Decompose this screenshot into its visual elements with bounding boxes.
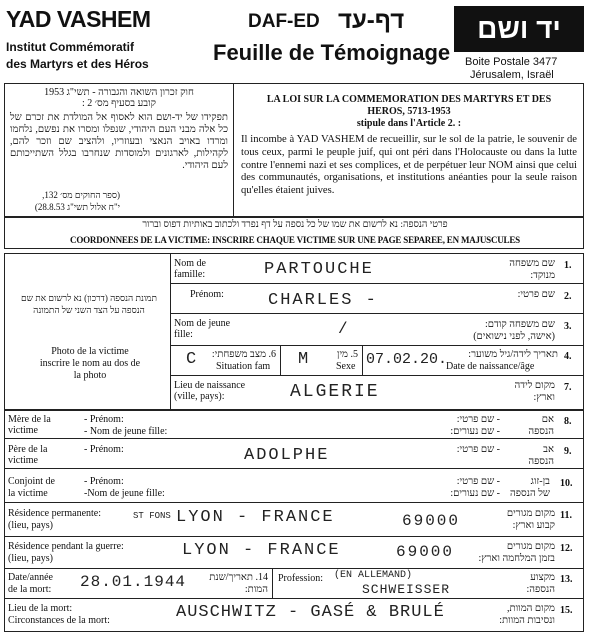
residence-guerre-zip[interactable]: 69000 bbox=[396, 543, 455, 561]
residence-permanente-number: 11. bbox=[560, 510, 572, 521]
residence-guerre-hebrew-2: בזמן המלחמה וארץ: bbox=[478, 553, 555, 564]
conjoint-jeune-label: -Nom de jeune fille: bbox=[84, 488, 165, 499]
situation-hebrew: 6. מצב משפחתי: bbox=[211, 349, 276, 360]
prenom-number: 2. bbox=[564, 291, 572, 302]
daf-ed-hebrew: דף-עד bbox=[338, 7, 405, 34]
residence-guerre-label: Résidence pendant la guerre: bbox=[8, 541, 124, 552]
coords-french: COORDONNEES DE LA VICTIME: INSCRIRE CHAQUE VICTIME SUR UNE PAGE SEPAREE, EN MAJUSCULES bbox=[70, 235, 520, 245]
law-french-body: Il incombe à YAD VASHEM de recueillir, sur le sol de la patrie, le souvenir de tous ceux, parmi le peuple juif, qui ont péri dans l'Holocauste ou dans la lutte contre l'ennemi nazi et ses complices, et de perpétuer leur NOM ainsi que celui des communautés, organisations, et institutions anéanties pour la seule raison qu'elles étaient juives. bbox=[241, 134, 577, 197]
conjoint-label-1: Conjoint de bbox=[8, 476, 55, 487]
mere-hebrew-prenom: - שם פרטי: bbox=[456, 414, 500, 425]
law-hebrew-subtitle: קובע בסעיף מס׳ 2 : bbox=[81, 98, 157, 109]
conjoint-prenom-label: - Prénom: bbox=[84, 476, 124, 487]
naissance-label: Date de naissance/âge bbox=[446, 361, 535, 372]
jeune-fille-hebrew: שם משפחה קודם: bbox=[485, 319, 555, 330]
yad-vashem-logo bbox=[454, 6, 584, 52]
law-french-stipule: stipule dans l'Article 2. : bbox=[356, 118, 462, 129]
lieu-mort-label-2: Circonstances de la mort: bbox=[8, 615, 110, 626]
conjoint-hebrew-1: בן-זוג bbox=[530, 476, 550, 487]
profession-value-2[interactable]: SCHWEISSER bbox=[362, 582, 451, 597]
date-mort-hebrew-2: המות: bbox=[244, 584, 268, 595]
mere-hebrew-jeune: - שם נעורים: bbox=[450, 426, 500, 437]
lieu-naissance-number: 7. bbox=[564, 382, 572, 393]
date-mort-value[interactable]: 28.01.1944 bbox=[80, 573, 187, 591]
residence-guerre-value[interactable]: LYON - FRANCE bbox=[182, 541, 341, 560]
conjoint-label-2: la victime bbox=[8, 488, 48, 499]
sexe-label: Sexe bbox=[336, 361, 356, 372]
profession-hebrew: מקצוע bbox=[530, 572, 555, 583]
lieu-mort-number: 15. bbox=[560, 605, 573, 616]
address-line-1: Boite Postale 3477 bbox=[465, 56, 558, 68]
pere-number: 9. bbox=[564, 446, 572, 457]
date-mort-label-1: Date/année bbox=[8, 572, 53, 583]
pere-hebrew-2: הנספה bbox=[528, 456, 554, 467]
form-title: Feuille de Témoignage bbox=[213, 40, 451, 65]
residence-permanente-label: Résidence permanente: bbox=[8, 508, 102, 519]
lieu-naissance-hebrew-2: וארץ: bbox=[533, 392, 555, 403]
photo-french: Photo de la victime inscrire le nom au dos de la photo bbox=[39, 346, 141, 381]
law-hebrew-body: תפקידו של יד-ושם הוא לאסוף אל המולדת את זכרם של כל אלה מבני העם היהודי, שנפלו ומסרו את נפשם, נלחמו ומרדו באויב הנאצי ובעוזריו, ולהציב שם וזכר להם, לקהילות, לארגונים ולמוסדות שנחרבו בגלל השתייכותם לעם היהודי. bbox=[10, 112, 228, 171]
lieu-mort-hebrew-1: מקום המוות, bbox=[507, 603, 555, 614]
nom-hebrew-2: מנוקד: bbox=[530, 270, 555, 281]
mere-jeune-label: - Nom de jeune fille: bbox=[84, 426, 168, 437]
residence-guerre-label-2: (lieu, pays) bbox=[8, 553, 53, 564]
pere-hebrew-1: אב bbox=[543, 444, 554, 455]
jeune-fille-hebrew-2: (אישה, לפני נישואים) bbox=[473, 331, 555, 342]
coords-hebrew: פרטי הנספה: נא לרשום את שמו של כל נספה על דף נפרד ולכתוב באותיות דפוס וברור bbox=[142, 220, 448, 230]
daf-ed-latin: DAF-ED bbox=[248, 11, 320, 32]
conjoint-hebrew-prenom: - שם פרטי: bbox=[456, 476, 500, 487]
jeune-fille-number: 3. bbox=[564, 321, 572, 332]
profession-number: 13. bbox=[560, 574, 573, 585]
mere-prenom-label: - Prénom: bbox=[84, 414, 124, 425]
profession-hebrew-2: הנספה: bbox=[526, 584, 555, 595]
residence-guerre-number: 12. bbox=[560, 543, 573, 554]
residence-permanente-prefix[interactable]: ST FONS bbox=[133, 511, 171, 521]
conjoint-hebrew-jeune: - שם נעורים: bbox=[450, 488, 500, 499]
pere-prenom-label: - Prénom: bbox=[84, 444, 124, 455]
lieu-mort-value[interactable]: AUSCHWITZ - GASÉ & BRULÉ bbox=[176, 603, 445, 622]
nom-value[interactable]: PARTOUCHE bbox=[264, 260, 374, 279]
nom-number: 1. bbox=[564, 260, 572, 271]
org-subtitle-2: des Martyrs et des Héros bbox=[6, 57, 149, 71]
lieu-mort-label-1: Lieu de la mort: bbox=[8, 603, 73, 614]
pere-label: Père de la victime bbox=[8, 444, 48, 466]
law-french-title-2: HEROS, 5713-1953 bbox=[367, 106, 451, 117]
mere-hebrew-2: הנספה bbox=[528, 426, 554, 437]
date-mort-label-2: de la mort: bbox=[8, 584, 52, 595]
residence-permanente-hebrew-1: מקום מגורים bbox=[506, 508, 555, 519]
law-french-title-1: LA LOI SUR LA COMMEMORATION DES MARTYRS ET DES bbox=[266, 94, 552, 105]
date-mort-hebrew: 14. תאריך/שנת bbox=[209, 572, 268, 583]
conjoint-number: 10. bbox=[560, 478, 573, 489]
lieu-naissance-hebrew: מקום לידה bbox=[514, 380, 555, 391]
pere-hebrew-prenom: - שם פרטי: bbox=[456, 444, 500, 455]
residence-permanente-value[interactable]: LYON - FRANCE bbox=[176, 508, 335, 527]
nom-label: Nom de famille: bbox=[174, 258, 206, 280]
photo-hebrew: תמונת הנספה (דרכון) נא לרשום את שם הנספה על הצד השני של התמונה bbox=[20, 293, 158, 315]
residence-permanente-label-2: (lieu, pays) bbox=[8, 520, 53, 531]
prenom-hebrew: שם פרטי: bbox=[517, 289, 555, 300]
profession-label: Profession: bbox=[278, 573, 323, 584]
law-hebrew-title: חוק זכרון השואה והגבורה - תשי"ג 1953 bbox=[44, 87, 194, 98]
situation-value[interactable]: C bbox=[186, 350, 199, 369]
jeune-fille-value[interactable]: / bbox=[338, 320, 350, 338]
lieu-naissance-label: Lieu de naissance (ville, pays): bbox=[174, 380, 246, 402]
law-hebrew-ref-1: (ספר החוקים מס׳ 132, bbox=[42, 190, 120, 200]
prenom-label: Prénom: bbox=[190, 289, 224, 300]
org-subtitle-1: Institut Commémoratif bbox=[6, 40, 135, 54]
residence-permanente-hebrew-2: קבוע וארץ: bbox=[512, 520, 555, 531]
prenom-value[interactable]: CHARLES - bbox=[268, 291, 378, 310]
residence-guerre-hebrew-1: מקום מגורים bbox=[506, 541, 555, 552]
conjoint-hebrew-2: של הנספה bbox=[510, 488, 550, 499]
logo-text: יד ושם bbox=[477, 13, 561, 44]
lieu-naissance-value[interactable]: ALGERIE bbox=[290, 382, 380, 402]
mere-hebrew-1: אם bbox=[541, 414, 554, 425]
residence-permanente-zip[interactable]: 69000 bbox=[402, 512, 461, 530]
jeune-fille-label: Nom de jeune fille: bbox=[174, 318, 231, 340]
org-title: YAD VASHEM bbox=[6, 6, 151, 32]
sexe-value[interactable]: M bbox=[298, 350, 311, 369]
pere-value[interactable]: ADOLPHE bbox=[244, 446, 330, 465]
profession-value-1[interactable]: (EN ALLEMAND) bbox=[334, 570, 413, 581]
nom-hebrew: שם משפחה bbox=[509, 258, 555, 269]
law-hebrew-ref-2: י"ח אלול תשי"ג 28.8.53) bbox=[34, 202, 120, 212]
lieu-mort-hebrew-2: ונסיבות המוות: bbox=[499, 615, 555, 626]
naissance-value[interactable]: 07.02.20. bbox=[366, 351, 448, 368]
naissance-number: 4. bbox=[564, 351, 572, 362]
address-line-2: Jérusalem, Israël bbox=[470, 69, 554, 81]
mere-label: Mère de la victime bbox=[8, 414, 51, 436]
situation-label: Situation fam bbox=[216, 361, 271, 372]
sexe-hebrew: 5. מין bbox=[336, 349, 358, 360]
mere-number: 8. bbox=[564, 416, 572, 427]
naissance-hebrew: תאריך לידה/גיל משוער: bbox=[468, 349, 558, 360]
